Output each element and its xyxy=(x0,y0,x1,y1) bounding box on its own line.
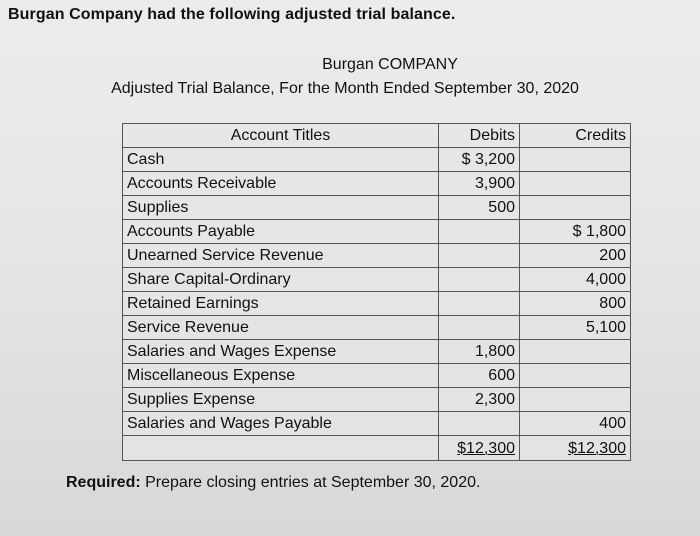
debit-amount: 500 xyxy=(439,196,520,220)
credit-amount xyxy=(520,148,631,172)
credit-amount: 200 xyxy=(520,244,631,268)
credit-amount: 5,100 xyxy=(520,316,631,340)
debit-amount: 1,800 xyxy=(439,340,520,364)
trial-balance-table xyxy=(122,123,631,461)
table-row xyxy=(123,316,631,340)
totals-row xyxy=(123,436,631,461)
table-row xyxy=(123,148,631,172)
credit-amount xyxy=(520,172,631,196)
account-title: Retained Earnings xyxy=(123,292,439,316)
debit-amount: 3,900 xyxy=(439,172,520,196)
header-credits: Credits xyxy=(520,124,631,148)
debit-amount xyxy=(439,268,520,292)
table-row xyxy=(123,388,631,412)
table-row xyxy=(123,412,631,436)
account-title: Unearned Service Revenue xyxy=(123,244,439,268)
report-title: Adjusted Trial Balance, For the Month Ended September 30, 2020 xyxy=(111,80,579,97)
table-row xyxy=(123,244,631,268)
account-title: Salaries and Wages Payable xyxy=(123,412,439,436)
credit-amount xyxy=(520,388,631,412)
total-credits-value: $12,300 xyxy=(568,439,626,457)
total-debits-value: $12,300 xyxy=(457,439,515,457)
table-row xyxy=(123,364,631,388)
table-header-row xyxy=(123,124,631,148)
totals-label-cell xyxy=(123,436,439,461)
required-instruction xyxy=(66,474,480,492)
account-title: Accounts Payable xyxy=(123,220,439,244)
credit-amount xyxy=(520,364,631,388)
account-title: Supplies Expense xyxy=(123,388,439,412)
table-row xyxy=(123,292,631,316)
account-title: Supplies xyxy=(123,196,439,220)
account-title: Miscellaneous Expense xyxy=(123,364,439,388)
account-title: Share Capital-Ordinary xyxy=(123,268,439,292)
header-debits: Debits xyxy=(439,124,520,148)
debit-amount: 2,300 xyxy=(439,388,520,412)
credit-amount: $ 1,800 xyxy=(520,220,631,244)
debit-amount xyxy=(439,292,520,316)
debit-amount xyxy=(439,412,520,436)
table-row xyxy=(123,220,631,244)
debit-amount xyxy=(439,244,520,268)
required-text: Prepare closing entries at September 30, 2020. xyxy=(145,474,481,491)
table-row xyxy=(123,196,631,220)
credit-amount: 400 xyxy=(520,412,631,436)
credit-amount: 800 xyxy=(520,292,631,316)
intro-text: Burgan Company had the following adjusted trial balance. xyxy=(8,6,456,23)
table-row xyxy=(123,268,631,292)
company-name: Burgan COMPANY xyxy=(322,56,458,73)
debit-amount: 600 xyxy=(439,364,520,388)
account-title: Accounts Receivable xyxy=(123,172,439,196)
account-title: Cash xyxy=(123,148,439,172)
credit-amount: 4,000 xyxy=(520,268,631,292)
table-row xyxy=(123,172,631,196)
credit-amount xyxy=(520,340,631,364)
account-title: Salaries and Wages Expense xyxy=(123,340,439,364)
debit-amount xyxy=(439,316,520,340)
debit-amount xyxy=(439,220,520,244)
header-account-titles: Account Titles xyxy=(123,124,439,148)
table-row xyxy=(123,340,631,364)
credit-amount xyxy=(520,196,631,220)
account-title: Service Revenue xyxy=(123,316,439,340)
total-debits xyxy=(439,436,520,461)
debit-amount: $ 3,200 xyxy=(439,148,520,172)
required-label: Required: xyxy=(66,474,141,491)
total-credits xyxy=(520,436,631,461)
